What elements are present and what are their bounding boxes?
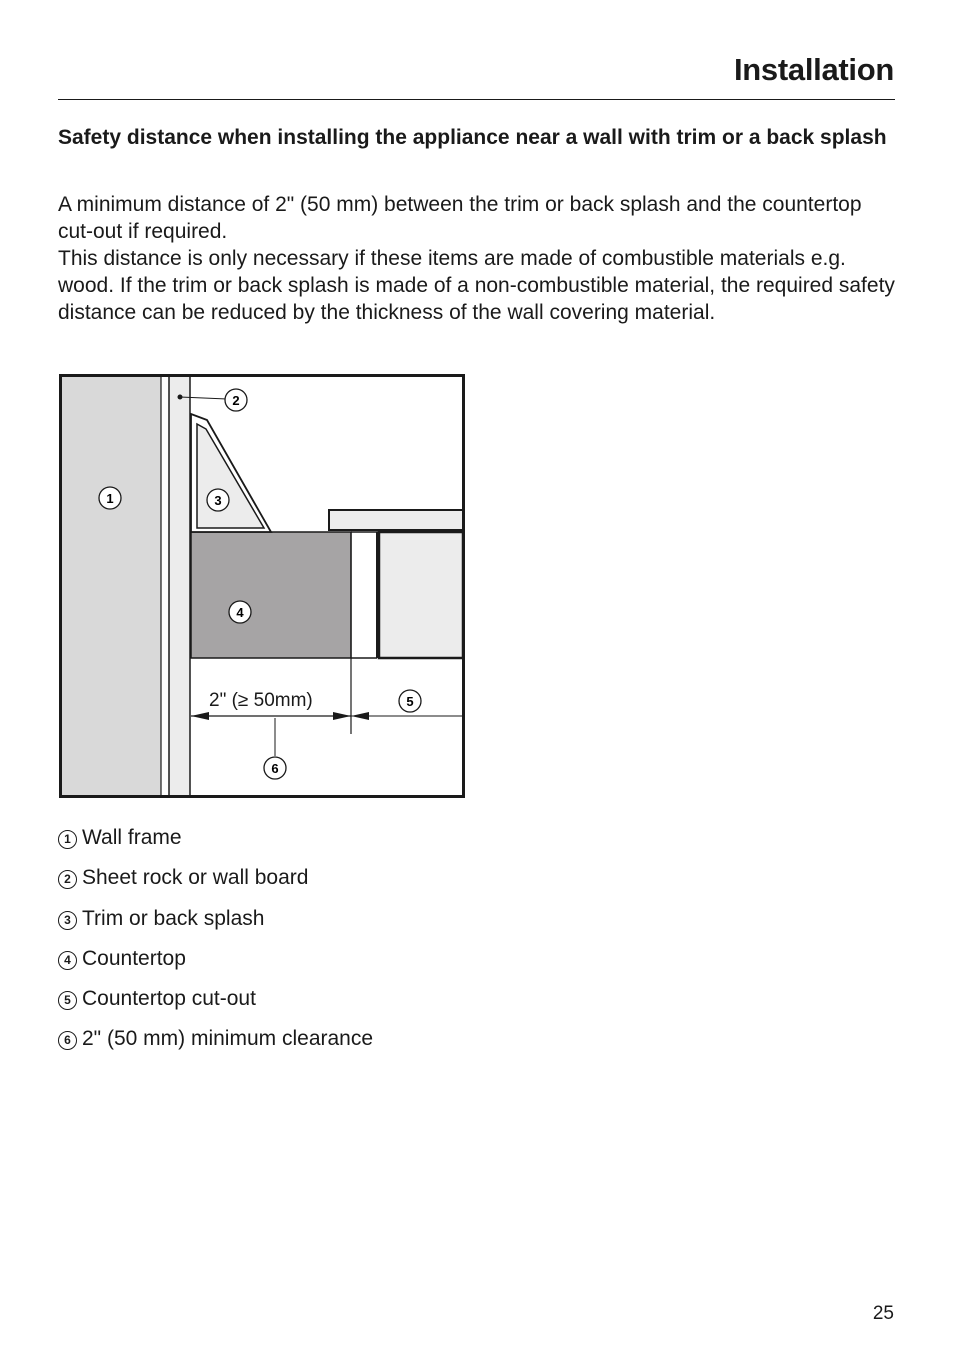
legend-label: Trim or back splash	[82, 906, 265, 930]
legend-label: Wall frame	[82, 826, 182, 849]
legend-item	[58, 947, 373, 987]
callout-5	[399, 690, 421, 712]
svg-text:1: 1	[106, 491, 114, 506]
countertop-shape	[191, 532, 351, 658]
callout-3	[207, 489, 229, 511]
cooktop-lip-shape	[329, 510, 463, 530]
legend-number: 6	[58, 1031, 77, 1050]
callout-4	[229, 601, 251, 623]
page-number: 25	[872, 1303, 894, 1324]
callout-6	[264, 757, 286, 779]
legend-label: Sheet rock or wall board	[82, 866, 309, 890]
legend-number: 3	[58, 911, 77, 930]
section-heading: Safety distance when installing the appliance near a wall with trim or a back splash	[58, 126, 887, 149]
legend-list	[58, 826, 373, 1068]
sheet-rock-shape	[169, 376, 190, 797]
svg-text:5: 5	[406, 694, 414, 709]
paragraph-1: A minimum distance of 2" (50 mm) between the trim or back splash and the countertop cut-out if required.	[58, 193, 862, 243]
dimension-label: 2" (≥ 50mm)	[209, 690, 313, 711]
legend-item	[58, 987, 373, 1027]
svg-text:2: 2	[232, 393, 240, 408]
legend-number: 5	[58, 991, 77, 1010]
legend-item	[58, 866, 373, 906]
legend-label: Countertop	[82, 946, 186, 970]
svg-text:3: 3	[214, 493, 222, 508]
cooktop-body-shape	[379, 532, 463, 658]
legend-label: 2" (50 mm) minimum clearance	[82, 1027, 374, 1051]
legend-item	[58, 907, 373, 947]
paragraph-2: This distance is only necessary if these items are made of combustible materials e.g. wood. If the trim or back splash is made of a non-combustible material, the required safety distance can be reduced by the thickness of the wall covering material.	[58, 247, 895, 324]
callout-1	[99, 487, 121, 509]
legend-number: 4	[58, 951, 77, 970]
svg-text:4: 4	[236, 605, 244, 620]
callout-2	[225, 389, 247, 411]
page-title: Installation	[733, 52, 894, 87]
installation-diagram	[59, 374, 467, 807]
legend-label: Countertop cut-out	[82, 987, 256, 1011]
wall-frame-shape	[61, 376, 161, 797]
legend-number: 2	[58, 870, 77, 889]
legend-item	[58, 1027, 373, 1067]
legend-item	[58, 826, 373, 866]
legend-number: 1	[58, 830, 77, 849]
svg-text:6: 6	[271, 761, 279, 776]
header-rule	[58, 99, 895, 100]
